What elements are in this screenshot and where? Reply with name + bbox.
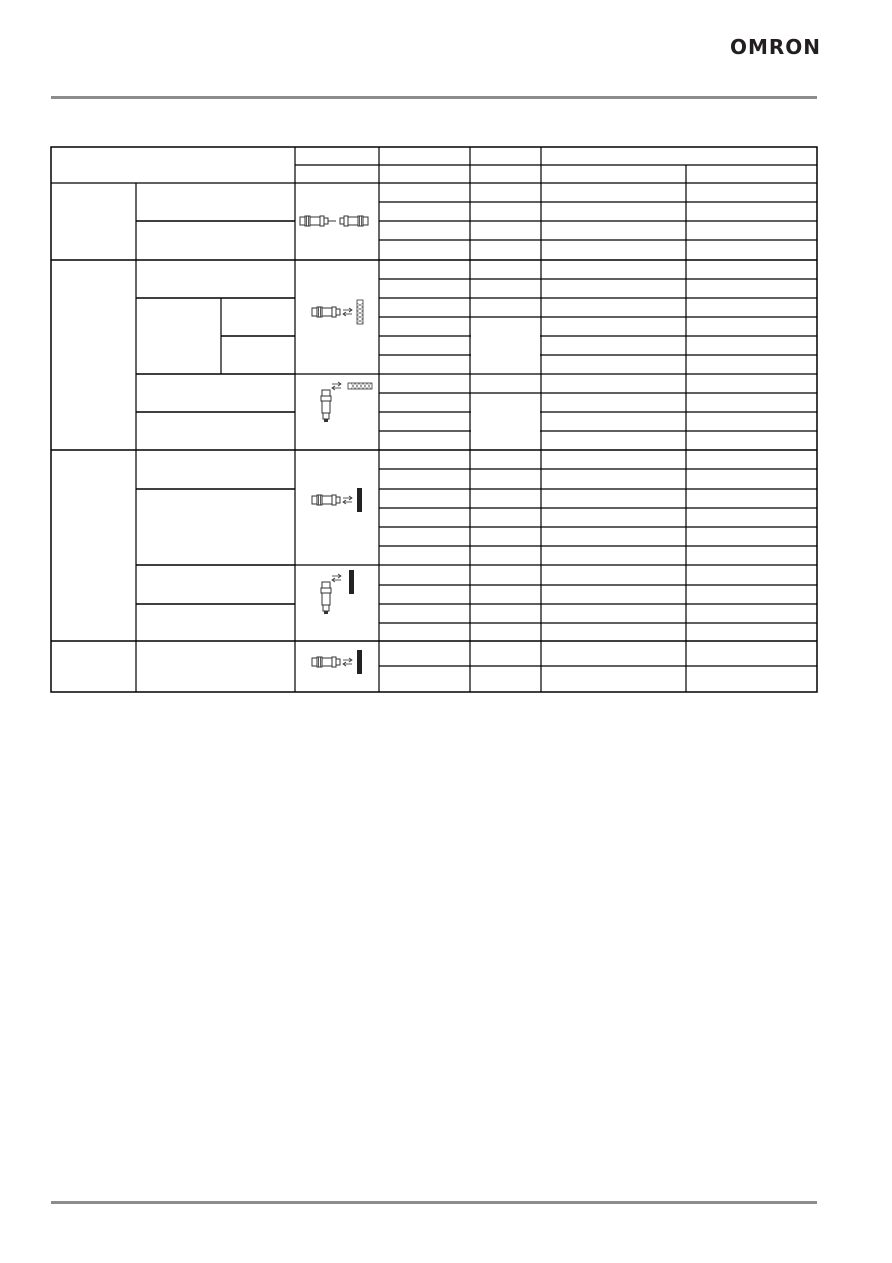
diffuse-reflective-sensor-icon [312,300,363,324]
omron-logo: OMRON [730,35,822,59]
retro-reflective-sensor-icon [312,488,362,512]
right-angle-diffuse-sensor-icon [321,382,372,422]
retro-reflective-sensor-icon [312,650,362,674]
right-angle-retro-reflective-sensor-icon [321,570,354,614]
footer-rule [51,1201,817,1204]
through-beam-sensor-icon [300,216,368,226]
